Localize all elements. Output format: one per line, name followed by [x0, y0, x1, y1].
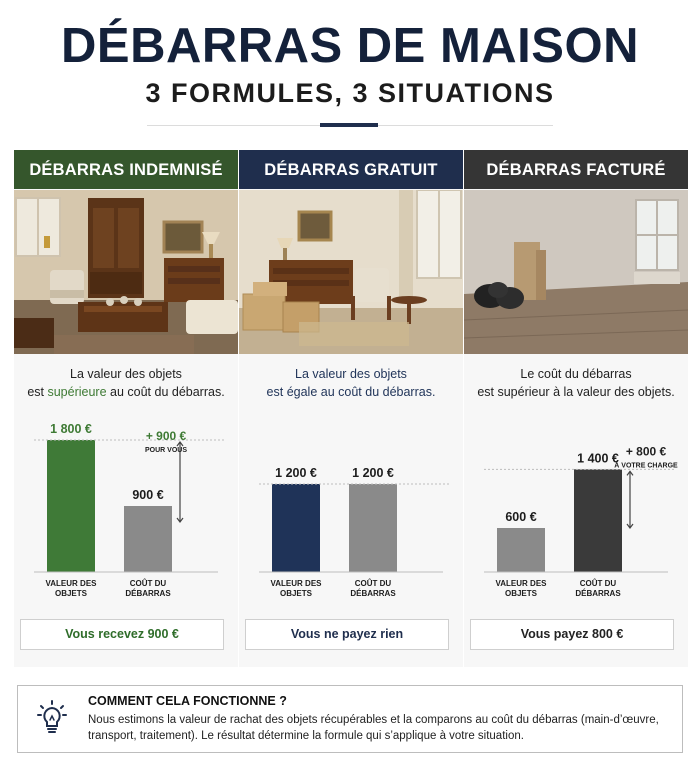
bar-chart [14, 412, 238, 612]
category-label: COÛT DU DÉBARRAS [125, 579, 171, 598]
description-highlight: supérieure [47, 385, 107, 399]
bar-chart [464, 412, 688, 612]
difference-label: + 800 € [625, 444, 667, 459]
description-line-2 [464, 383, 688, 401]
bar [574, 469, 622, 572]
category-label: VALEUR DES OBJETS [495, 579, 547, 598]
room-with-boxes-photo [239, 190, 463, 354]
difference-label: + 900 € [145, 429, 187, 443]
page-subtitle: 3 FORMULES, 3 SITUATIONS [145, 78, 555, 108]
description-line-1: La valeur des objets [295, 367, 407, 381]
difference-sublabel: À VOTRE CHARGE [614, 462, 678, 470]
description-highlight: supérieur [497, 385, 550, 399]
bar [272, 484, 320, 572]
bar [124, 506, 172, 572]
bar-value-label: 1 200 € [275, 466, 317, 480]
result-box: Vous payez 800 € [470, 619, 674, 650]
bar-value-label: 1 400 € [577, 451, 619, 466]
description-post: au coût du débarras. [106, 385, 225, 399]
bar [349, 484, 397, 572]
lightbulb-icon [36, 700, 68, 736]
description-line-2 [14, 383, 238, 401]
panel-description [464, 365, 688, 401]
bar [497, 528, 545, 572]
category-label: COÛT DU DÉBARRAS [350, 579, 396, 598]
panel-description [239, 365, 463, 401]
result-box: Vous ne payez rien [245, 619, 449, 650]
description-post: au coût du débarras. [317, 385, 436, 399]
bar-value-label: 900 € [132, 488, 164, 502]
category-label: VALEUR DES OBJETS [270, 579, 322, 598]
description-line-2 [239, 383, 463, 401]
panel-description [14, 365, 238, 401]
bar-value-label: 1 800 € [50, 422, 92, 436]
description-line-1: Le coût du débarras [520, 367, 632, 381]
category-label: VALEUR DES OBJETS [45, 579, 97, 598]
bar-value-label: 1 200 € [352, 466, 394, 480]
panel-facture [464, 150, 688, 667]
title-accent-bar [320, 123, 378, 127]
description-pre: est [266, 385, 287, 399]
page-title: DÉBARRAS DE MAISON [61, 19, 639, 73]
result-box: Vous recevez 900 € [20, 619, 224, 650]
description-highlight: égale [286, 385, 318, 399]
info-title: COMMENT CELA FONCTIONNE ? [88, 694, 287, 708]
description-pre: est [477, 385, 498, 399]
bar [47, 440, 95, 572]
empty-room-photo [464, 190, 688, 354]
description-line-1: La valeur des objets [70, 367, 182, 381]
panel-indemnise [14, 150, 238, 667]
description-post: à la valeur des objets. [549, 385, 675, 399]
info-box [17, 685, 683, 753]
panel-header: DÉBARRAS FACTURÉ [464, 150, 688, 189]
category-label: COÛT DU DÉBARRAS [575, 579, 621, 598]
bar-value-label: 600 € [505, 510, 537, 524]
difference-sublabel: POUR VOUS [144, 447, 188, 454]
panel-header: DÉBARRAS GRATUIT [239, 150, 463, 189]
panel-header: DÉBARRAS INDEMNISÉ [14, 150, 238, 189]
description-pre: est [27, 385, 48, 399]
furnished-room-photo [14, 190, 238, 354]
info-body: Nous estimons la valeur de rachat des objets récupérables et la comparons au coût du débarras (main-d’œuvre, transport, traitement). Le résultat détermine la formule qui s’applique à votre situation. [88, 714, 659, 742]
panel-gratuit [239, 150, 463, 667]
bar-chart [239, 412, 463, 612]
